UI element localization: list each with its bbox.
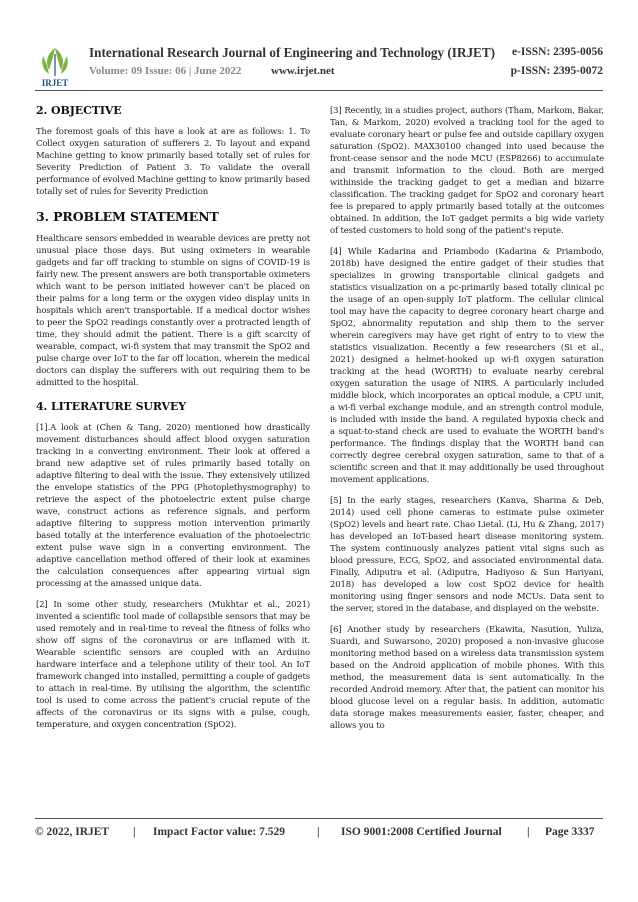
- problem-paragraph: Healthcare sensors embedded in wearable devices are pretty not unusual place those days. But using oximeters in wearable gadgets and far off tracking to stumble on signs of COVID-19 is fairly new. The present answers are both transportable oximeters which want to be person initiated however can't be placed on their palms for a long term or the oxygen video display units in hospitals which aren't transportable. If a medical doctor wishes to peer the SpO2 readings constantly over a protracted length of time, they should admit the patient. There is a gift scarcity of wearable, compact, wi-fi system that may transmit the SpO2 and pulse charge over IoT to the far off location, wherein the medical doctors can display the sufferers with out requiring them to be admitted to the hospital.: [36, 233, 310, 387]
- e-issn: e-ISSN: 2395-0056: [511, 46, 603, 58]
- p-issn: p-ISSN: 2395-0072: [510, 65, 603, 77]
- footer-divider: [35, 818, 603, 819]
- footer-impact-factor: Impact Factor value: 7.529: [153, 826, 286, 838]
- problem-heading: 3. PROBLEM STATEMENT: [36, 209, 219, 224]
- volume-issue: Volume: 09 Issue: 06 | June 2022: [89, 65, 242, 77]
- journal-title: International Research Journal of Engineering and Technology (IRJET): [89, 45, 496, 60]
- literature-paragraph-6: [6] Another study by researchers (Ekawita, Nasution, Yuliza, Suardi, and Suwarsono, 2020) proposed a non-invasive glucose monitoring method based on a wireless data transmission system based on the Android application of mobile phones. With this method, the measurement data is sent automatically. In the recorded Android memory. After that, the patient can monitor his blood glucose level on a regular basis. In addition, automatic data storage makes measurements easier, faster, cheaper, and allows you to: [330, 624, 604, 730]
- footer-separator-2: |: [317, 826, 320, 838]
- footer-copyright: © 2022, IRJET: [35, 826, 110, 838]
- literature-paragraph-4: [4] While Kadarina and Priambodo (Kadarina & Priambodo, 2018b) have designed the entire gadget of their studies that specializes in growing transportable clinical gadgets and statistics visualization on a pc-primarily based totally clinical pc the usage of an open-supply IoT platform. The cellular clinical tool may have the capacity to degree coronary heart charge and SpO2, abnormality reputation and ship them to the server wherein caregivers may have get right of entry to to view the statistics visualization. Recently a few researchers (Si et al., 2021) designed a helmet-hooked up wi-fi oxygen saturation tracking at the head (WORTH) to evaluate nearby cerebral oxygen saturation the usage of NIRS. A particularly included middle block, which incorporates an optical module, a CPU unit, a wi-fi verbal exchange module, and an strength control module, is included with inside the band. A regulated hypoxia check and a squat-to-stand check are used to evaluate the WORTH band's performance. The findings display that the WORTH band can correctly degree cerebral oxygen saturation, same to that of a scientific screen and that it may additionally be used throughout movement applications.: [330, 246, 604, 484]
- logo-text: IRJET: [41, 78, 69, 88]
- objective-paragraph: The foremost goals of this have a look at are as follows: 1. To Collect oxygen saturation of sufferers 2. To layout and expand Machine getting to know primarily based totally set of rules for Severity Prediction of Patient 3. To validate the overall performance of evolved Machine getting to know primarily based totally set of rules for Severity Prediction: [36, 126, 310, 196]
- literature-heading: 4. LITERATURE SURVEY: [36, 400, 187, 413]
- literature-paragraph-5: [5] In the early stages, researchers (Kanva, Sharma & Deb, 2014) used cell phone cameras to estimate pulse oximeter (SpO2) levels and heart rate. Chao Lietal. (Li, Hu & Zhang, 2017) has developed an IoT-based heart disease monitoring system. The system continuously analyzes patient vital signs such as blood pressure, ECG, SpO2, and associated environmental data. Finally, Adiputra et al. (Adiputra, Hadiyoso & Sun Hariyani, 2018) has developed a low cost SpO2 device for health monitoring using finger sensors and node MCUs. Data sent to the server, stored in the database, and displayed on the website.: [330, 495, 604, 613]
- footer-separator-1: |: [133, 826, 136, 838]
- right-column: [330, 104, 604, 740]
- irjet-logo-icon: [35, 44, 75, 88]
- literature-paragraph-2: [2] In some other study, researchers (Mukhtar et al., 2021) invented a scientific tool made of collapsible sensors that may be used remotely and in real-time to reveal the fitness of folks who show off signs of the coronavirus or are inflamed with it. Wearable scientific sensors are coupled with an Arduino hardware interface and a telephone utility of their tool. An IoT framework changed into installed, permitting a couple of gadgets to attach in real-time. By utilising the algorithm, the scientific tool is used to come across the patient's crucial repute of the affects of the coronavirus or its signs with a pulse, cough, temperature, and oxygen concentration (SpO2).: [36, 599, 310, 729]
- footer-separator-3: |: [527, 826, 530, 838]
- footer-iso: ISO 9001:2008 Certified Journal: [341, 826, 502, 838]
- literature-paragraph-1: [1].A look at (Chen & Tang, 2020) mentioned how drastically movement disturbances should affect blood oxygen saturation tracking in a converting environment. Their look at offered a brand new adaptive set of rules primarily based totally on adaptive filtering to deal with the issue. They extensively utilized the envelope statistics of the PPG (Photoplethysmography) to retrieve the aspect of the photoelectric extent pulse charge wave, construct actions as reference signals, and perform adaptive filtering to suppress motion intervention primarily based totally at the interference evaluation of the photoelectric extent pulse wave sign in a converting environment. The adaptive cancellation method offered of their look at examines the calculation consequences after appearing virtual sign processing at the amassed unique data.: [36, 422, 310, 588]
- literature-paragraph-3: [3] Recently, in a studies project, authors (Tham, Markom, Bakar, Tan, & Markom, 2020) evolved a tracking tool for the aged to evaluate coronary heart or pulse fee and outside capillary oxygen saturation (SpO2). MAX30100 changed into used because the front-cease sensor and the node MCU (ESP8266) to accumulate and transmit information to the cloud. Both are merged withinside the tracking gadget to get a median and bizarre classification. The tracking gadget for SpO2 and coronary heart fee is prepared to apply primarily based totally at the outcomes obtained. In addition, the IoT gadget permits a big wide variety of tested customers to hold song of the patient's repute.: [330, 105, 604, 235]
- journal-header: [35, 42, 603, 88]
- journal-website: www.irjet.net: [271, 65, 335, 77]
- left-column: [36, 104, 310, 739]
- footer-page-number: Page 3337: [545, 826, 595, 838]
- objective-heading: 2. OBJECTIVE: [36, 104, 122, 117]
- header-divider: [35, 90, 603, 91]
